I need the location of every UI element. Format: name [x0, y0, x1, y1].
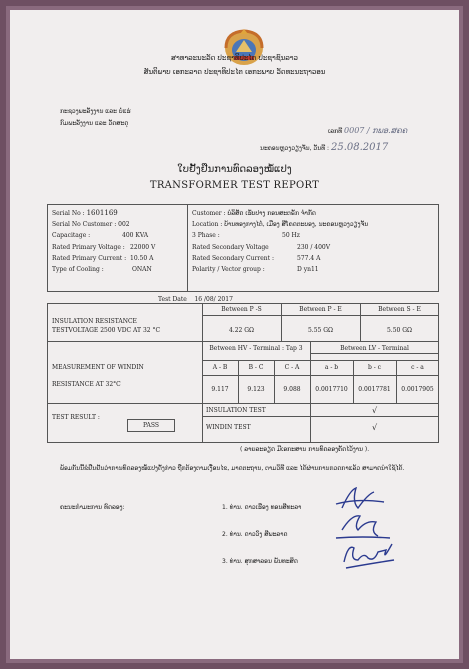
title-lao: ໃບຢັ້ງຢືນການທົດລອງໝໍ້ແປງ — [177, 164, 292, 175]
hv-col-ca: C - A — [284, 364, 300, 371]
lv-col-bc: b - c — [367, 364, 382, 371]
winding-label: MEASUREMENT OF WINDIN RESISTANCE AT 32°C — [52, 364, 144, 388]
spec-serial-customer: Serial No Customer : 002 — [52, 221, 130, 229]
hv-header: Between HV - Terminal : Tap 3 — [209, 345, 303, 352]
value-p-s: 4.22 GΩ — [228, 327, 255, 334]
lv-header: Between LV - Terminal — [340, 345, 409, 352]
spec-location: Location : ບ້ານທອງກາງໄຕ໋, ເມືອງ ສີໂຄດຕະບອງ, ນະຄອນຫຼວງວຽງຈັນ — [192, 221, 369, 229]
committee-member-3: 3. ທ່ານ. ສຸກສາລອນ ພັນທະສິດ — [222, 558, 298, 565]
insulation-test-label: INSULATION TEST — [206, 407, 266, 414]
records-note: ( ລາຍລະອຽດ ມີເອກະສານ ການທົດລອງຄັດໄວ້ງານ ). — [240, 446, 370, 453]
motto: ສັນຕິພາບ ເອກະລາດ ປະຊາທິປະໄຕ ເອກະພາບ ວັດທະນະຖາວອນ — [143, 68, 326, 76]
title-english: TRANSFORMER TEST REPORT — [149, 180, 320, 191]
spec-capacity: Capacitage : 400 KVA — [52, 232, 149, 240]
committee-member-2: 2. ທ່ານ. ດາວວົງ ສີພະລາດ — [222, 531, 288, 538]
test-result-label: TEST RESULT : — [52, 414, 100, 421]
lv-value-ca: 0.0017905 — [401, 386, 434, 393]
department-name: ກົມພະລັງງານ ແລະ ວັດສະດຸ — [60, 120, 129, 127]
spec-secondary-voltage: Rated Secondary Voltage 230 / 400V — [192, 243, 331, 251]
document-date: 25.08.2017 — [330, 142, 389, 153]
spec-primary-current: Rated Primary Current : 10.50 A — [52, 254, 154, 262]
committee-member-1: 1. ທ່ານ. ດາວເຮືອງ ທອນສີທະລາ — [222, 504, 302, 511]
hv-value-bc: 9.123 — [247, 386, 265, 393]
header-p-s: Between P -S — [221, 306, 262, 313]
spec-serial: Serial No : 1601169 — [52, 209, 118, 217]
lv-value-bc: 0.0017781 — [358, 386, 391, 393]
document-page — [10, 10, 459, 659]
header-p-e: Between P - E — [299, 306, 342, 313]
spec-customer: Customer : ບໍລິສັດ ເຮັບປາງ ກອນສະຕຣັກ ຈຳກັດ — [192, 210, 316, 217]
spec-secondary-current: Rated Secondary Current : 577.4 A — [192, 254, 321, 262]
spec-polarity: Polarity / Vector group : D yn11 — [192, 266, 319, 274]
spec-cooling: Type of Cooling : ONAN — [52, 266, 152, 274]
winding-test-label: WINDIN TEST — [206, 424, 251, 431]
hv-value-ab: 9.117 — [211, 386, 229, 393]
document-number: 0007 / ກພອ.ສຄຄ — [344, 126, 408, 135]
country-heading: ສາທາລະນະລັດ ປະຊາທິປະໄຕ ປະຊາຊົນລາວ — [171, 54, 298, 62]
value-p-e: 5.55 GΩ — [307, 327, 334, 334]
header-s-e: Between S - E — [378, 306, 421, 313]
signature-3 — [338, 538, 400, 572]
lv-value-ab: 0.0017710 — [315, 386, 348, 393]
hv-col-bc: B - C — [248, 364, 264, 371]
spec-right — [192, 208, 437, 275]
confirmation-paragraph: ພ້ອມກັນນີ້ຂໍຢືນຢັນວ່າການທົດລອງໝໍ້ແປງດັ່ງກ່າວ ຖືກຕ້ອງຕາມເງື່ອນໄຂ, ມາດຕະຖານ, ຕາມວິທີ ແລະ ໄດ້ຜ່ານການກວດກາແລ້ວ ສາມາດນຳໃຊ້ໄດ້. — [60, 465, 405, 472]
hv-value-ca: 9.088 — [283, 386, 301, 393]
lv-col-ab: a - b — [324, 364, 339, 371]
spec-primary-voltage: Rated Primary Voltage : 22000 V — [52, 243, 156, 251]
insulation-label: INSULATION RESISTANCE TESTVOLTAGE 2500 VDC AT 32 °C — [52, 318, 161, 334]
hv-col-ab: A - B — [212, 364, 228, 371]
test-result-value: PASS — [127, 419, 175, 432]
committee-label: ຄະນະກຳມະການ ທົດລອງ: — [60, 504, 125, 511]
lv-col-ca: c - a — [411, 364, 424, 371]
date-label: ນະຄອນຫຼວງວຽງຈັນ, ວັນທີ : — [260, 145, 330, 152]
spec-phase: 3 Phase : 50 Hz — [192, 232, 300, 240]
spec-left — [52, 208, 155, 275]
number-label: ເລກທີ — [328, 128, 343, 135]
winding-test-check: √ — [371, 423, 378, 432]
test-date: Test Date 16 /08/ 2017 — [158, 296, 233, 303]
ministry-name: ກະຊວງພະລັງງານ ແລະ ບໍ່ແຮ່ — [60, 108, 131, 115]
value-s-e: 5.50 GΩ — [386, 327, 413, 334]
insulation-test-check: √ — [371, 406, 378, 415]
